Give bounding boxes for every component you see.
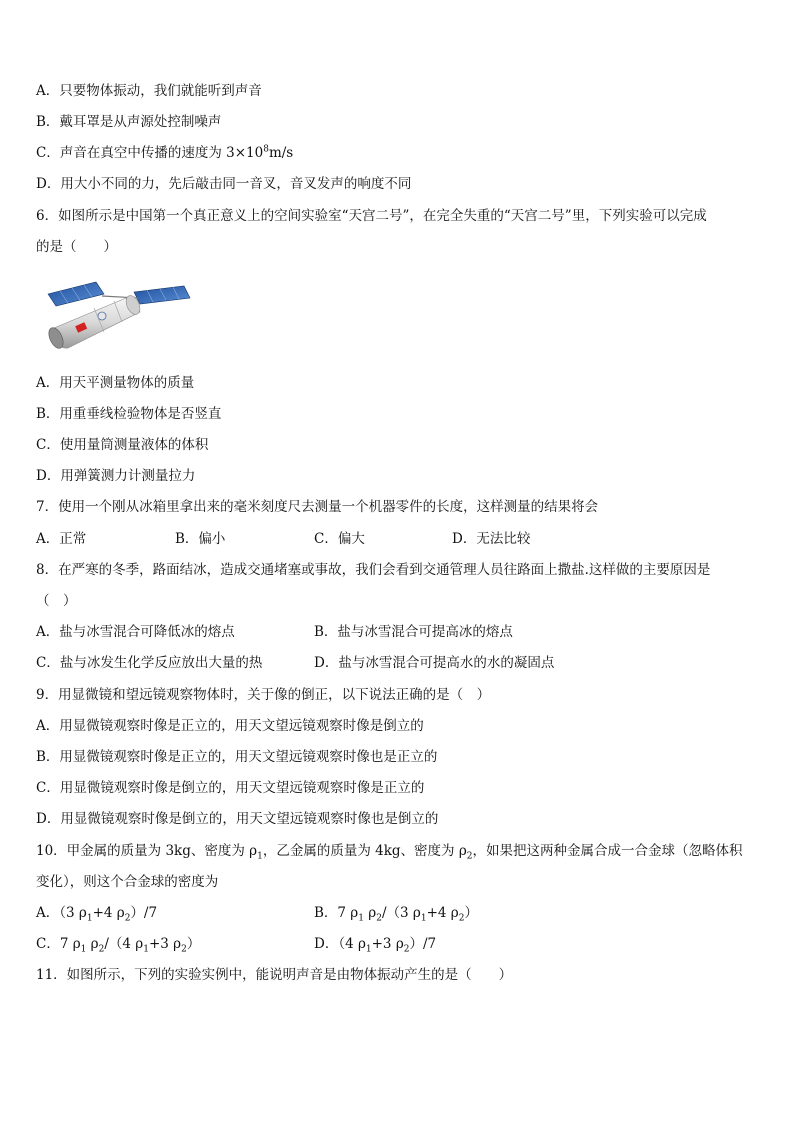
q10-a-part1: A．（3 ρ xyxy=(36,905,87,921)
q10-option-c xyxy=(36,934,200,954)
q10-b-sub1: 1 xyxy=(358,913,364,924)
q8-option-d: D．盐与冰雪混合可提高水的水的凝固点 xyxy=(314,655,555,671)
q7-option-b: B．偏小 xyxy=(175,531,226,547)
q8-stem-line1: 8．在严寒的冬季，路面结冰，造成交通堵塞或事故，我们会看到交通管理人员往路面上撒盐.这样做的主要原因是 xyxy=(36,562,711,578)
q10-d-part2: +3 ρ xyxy=(371,936,404,952)
q7-stem: 7．使用一个刚从冰箱里拿出来的毫米刻度尺去测量一个机器零件的长度，这样测量的结果将会 xyxy=(36,499,599,515)
q6-option-d: D．用弹簧测力计测量拉力 xyxy=(36,468,196,484)
q10-b-part2: ρ xyxy=(363,905,377,921)
q6-stem-line2: 的是（ ） xyxy=(36,239,117,255)
q10-c-part3: /（4 ρ xyxy=(104,936,144,952)
q5-option-b: B．戴耳罩是从声源处控制噪声 xyxy=(36,114,222,130)
q10-d-part1: D．（4 ρ xyxy=(314,936,366,952)
q5-option-c-unit: m/s xyxy=(268,145,294,161)
q10-c-part5: ） xyxy=(186,936,201,952)
q10-b-part1: B．7 ρ xyxy=(314,905,359,921)
q6-stem-line1: 6．如图所示是中国第一个真正意义上的空间实验室“天宫二号”，在完全失重的“天宫二号”里，下列实验可以完成 xyxy=(36,208,707,224)
q10-c-sub2: 2 xyxy=(98,944,105,955)
space-station-image xyxy=(34,268,194,366)
q7-option-d: D．无法比较 xyxy=(452,531,531,547)
q10-b-sub4: 2 xyxy=(458,913,465,924)
q10-c-part4: +3 ρ xyxy=(148,936,182,952)
q10-stem-line2: 变化），则这个合金球的密度为 xyxy=(36,874,219,890)
q5-option-c-exponent: 8 xyxy=(263,144,269,155)
q10-b-part3: /（3 ρ xyxy=(381,905,421,921)
q10-stem-part1: 10．甲金属的质量为 3kg、密度为 ρ xyxy=(36,843,258,859)
q5-option-d: D．用大小不同的力，先后敲击同一音叉，音叉发声的响度不同 xyxy=(36,176,412,192)
q10-b-part5: ） xyxy=(464,905,478,921)
q10-stem-line1 xyxy=(36,841,743,861)
q5-option-a: A．只要物体振动，我们就能听到声音 xyxy=(36,83,262,99)
q8-option-a: A．盐与冰雪混合可降低冰的熔点 xyxy=(36,624,235,640)
q6-option-c: C．使用量筒测量液体的体积 xyxy=(36,437,209,453)
q6-option-b: B．用重垂线检验物体是否竖直 xyxy=(36,406,222,422)
q9-option-d: D．用显微镜观察时像是倒立的，用天文望远镜观察时像也是倒立的 xyxy=(36,811,439,827)
q8-stem-line2: （ ） xyxy=(36,593,77,609)
q10-a-sub1: 1 xyxy=(86,913,93,924)
q10-sub1: 1 xyxy=(257,851,263,862)
q10-sub2: 2 xyxy=(466,851,473,862)
q10-b-sub2: 2 xyxy=(376,913,382,924)
q10-d-sub1: 1 xyxy=(365,944,372,955)
q10-b-part4: +4 ρ xyxy=(426,905,459,921)
q10-c-sub3: 1 xyxy=(143,944,149,955)
q10-option-b xyxy=(314,903,478,923)
q7-option-a: A．正常 xyxy=(36,531,87,547)
q10-stem-part3: ，如果把这两种金属合成一合金球（忽略体积 xyxy=(472,843,743,859)
q10-option-a xyxy=(36,903,157,923)
q9-stem: 9．用显微镜和望远镜观察物体时，关于像的倒正，以下说法正确的是（ ） xyxy=(36,687,491,703)
q11-stem: 11．如图所示，下列的实验实例中，能说明声音是由物体振动产生的是（ ） xyxy=(36,967,513,983)
q10-c-part2: ρ xyxy=(86,936,99,952)
q7-option-c: C．偏大 xyxy=(314,531,365,547)
q10-c-sub1: 1 xyxy=(80,944,87,955)
q10-option-d xyxy=(314,934,436,954)
q8-option-b: B．盐与冰雪混合可提高冰的熔点 xyxy=(314,624,513,640)
q10-a-part2: +4 ρ xyxy=(92,905,125,921)
q10-c-sub4: 2 xyxy=(181,944,187,955)
q10-stem-part2: ，乙金属的质量为 4kg、密度为 ρ xyxy=(262,843,467,859)
q10-a-part3: ）/7 xyxy=(130,905,158,921)
q10-d-sub2: 2 xyxy=(403,944,410,955)
q5-option-c xyxy=(36,143,293,163)
q9-option-a: A．用显微镜观察时像是正立的，用天文望远镜观察时像是倒立的 xyxy=(36,718,424,734)
q8-option-c: C．盐与冰发生化学反应放出大量的热 xyxy=(36,655,263,671)
q10-a-sub2: 2 xyxy=(124,913,131,924)
q10-d-part3: ）/7 xyxy=(409,936,437,952)
q9-option-c: C．用显微镜观察时像是倒立的，用天文望远镜观察时像是正立的 xyxy=(36,780,425,796)
q9-option-b: B．用显微镜观察时像是正立的，用天文望远镜观察时像也是正立的 xyxy=(36,749,438,765)
q5-option-c-text: C．声音在真空中传播的速度为 3×10 xyxy=(36,145,264,161)
q6-option-a: A．用天平测量物体的质量 xyxy=(36,375,195,391)
q10-c-part1: C．7 ρ xyxy=(36,936,81,952)
q10-b-sub3: 1 xyxy=(420,913,427,924)
